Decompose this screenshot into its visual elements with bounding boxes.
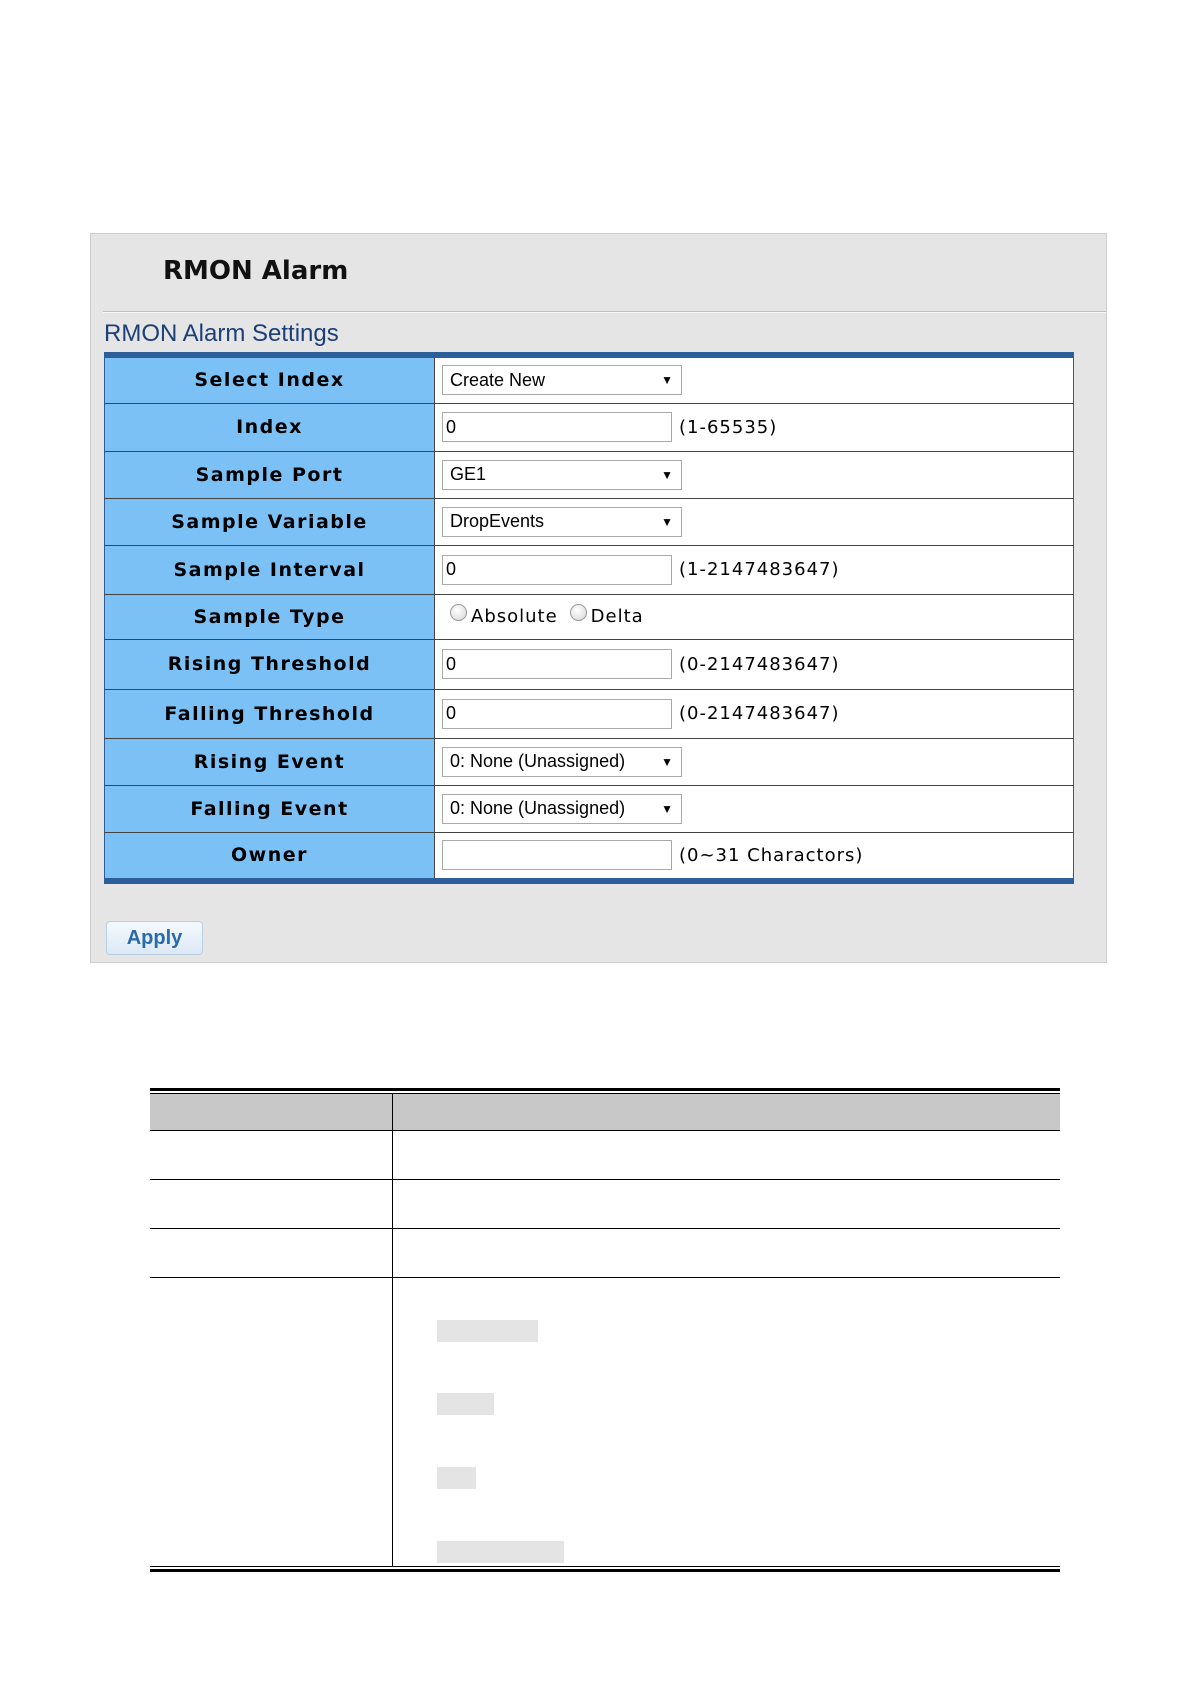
sample-port-value: GE1 xyxy=(450,464,487,484)
row-falling-event xyxy=(105,785,1074,832)
row-rising-threshold xyxy=(105,639,1074,689)
row-falling-threshold xyxy=(105,689,1074,738)
owner-hint: (0~31 Charactors) xyxy=(679,844,864,866)
owner-input[interactable] xyxy=(442,840,672,870)
absolute-radio[interactable] xyxy=(450,604,467,621)
sample-port-label: Sample Port xyxy=(105,451,435,498)
desc-placeholder-block xyxy=(437,1541,564,1563)
falling-event-value: 0: None (Unassigned) xyxy=(450,798,626,818)
desc-table-top-rule xyxy=(150,1088,1060,1091)
falling-threshold-hint: (0-2147483647) xyxy=(679,703,840,724)
rmon-alarm-settings-table xyxy=(104,352,1074,884)
sample-port-dropdown[interactable] xyxy=(442,460,682,490)
desc-placeholder-block xyxy=(437,1320,538,1342)
desc-table-header xyxy=(150,1094,1060,1131)
falling-threshold-input[interactable]: 0 xyxy=(442,699,672,729)
row-sample-port xyxy=(105,451,1074,498)
sample-interval-label: Sample Interval xyxy=(105,545,435,594)
desc-table-row-divider xyxy=(150,1228,1060,1229)
row-index xyxy=(105,403,1074,451)
row-owner xyxy=(105,832,1074,881)
title-separator xyxy=(103,311,1106,313)
sample-variable-label: Sample Variable xyxy=(105,498,435,545)
page-title: RMON Alarm xyxy=(163,256,349,286)
desc-table-bottom-rule xyxy=(150,1569,1060,1572)
falling-event-label: Falling Event xyxy=(105,785,435,832)
sample-interval-hint: (1-2147483647) xyxy=(679,559,840,580)
desc-placeholder-block xyxy=(437,1393,494,1415)
sample-variable-dropdown[interactable] xyxy=(442,507,682,537)
row-sample-interval xyxy=(105,545,1074,594)
sample-variable-value: DropEvents xyxy=(450,511,545,531)
chevron-down-icon: ▼ xyxy=(661,467,673,482)
delta-radio-label: Delta xyxy=(590,606,644,627)
absolute-radio-label: Absolute xyxy=(471,606,558,627)
desc-table-column-divider xyxy=(392,1094,393,1566)
rising-threshold-input[interactable]: 0 xyxy=(442,649,672,679)
index-input[interactable]: 0 xyxy=(442,412,672,442)
falling-threshold-label: Falling Threshold xyxy=(105,689,435,738)
desc-table-row-divider xyxy=(150,1277,1060,1278)
chevron-down-icon: ▼ xyxy=(661,373,673,388)
select-index-dropdown[interactable] xyxy=(442,365,682,395)
index-label: Index xyxy=(105,403,435,451)
sample-type-label: Sample Type xyxy=(105,594,435,639)
row-sample-variable xyxy=(105,498,1074,545)
row-select-index xyxy=(105,355,1074,403)
rising-event-value: 0: None (Unassigned) xyxy=(450,751,626,771)
delta-radio[interactable] xyxy=(570,604,587,621)
rising-threshold-label: Rising Threshold xyxy=(105,639,435,689)
select-index-label: Select Index xyxy=(105,355,435,403)
desc-placeholder-block xyxy=(437,1467,476,1489)
chevron-down-icon: ▼ xyxy=(661,514,673,529)
rmon-alarm-panel xyxy=(90,233,1107,963)
owner-label: Owner xyxy=(105,832,435,881)
rising-threshold-hint: (0-2147483647) xyxy=(679,653,840,675)
desc-table-bottom-rule-inner xyxy=(150,1566,1060,1567)
falling-event-dropdown[interactable] xyxy=(442,794,682,824)
index-hint: (1-65535) xyxy=(679,416,778,438)
chevron-down-icon: ▼ xyxy=(661,754,673,769)
rising-event-label: Rising Event xyxy=(105,738,435,785)
section-title: RMON Alarm Settings xyxy=(104,320,339,347)
row-sample-type xyxy=(105,594,1074,639)
rising-event-dropdown[interactable] xyxy=(442,747,682,777)
chevron-down-icon: ▼ xyxy=(661,801,673,816)
desc-table-row-divider xyxy=(150,1179,1060,1180)
sample-interval-input[interactable]: 0 xyxy=(442,555,672,585)
row-rising-event xyxy=(105,738,1074,785)
select-index-value: Create New xyxy=(450,369,546,390)
apply-button[interactable]: Apply xyxy=(106,921,203,955)
